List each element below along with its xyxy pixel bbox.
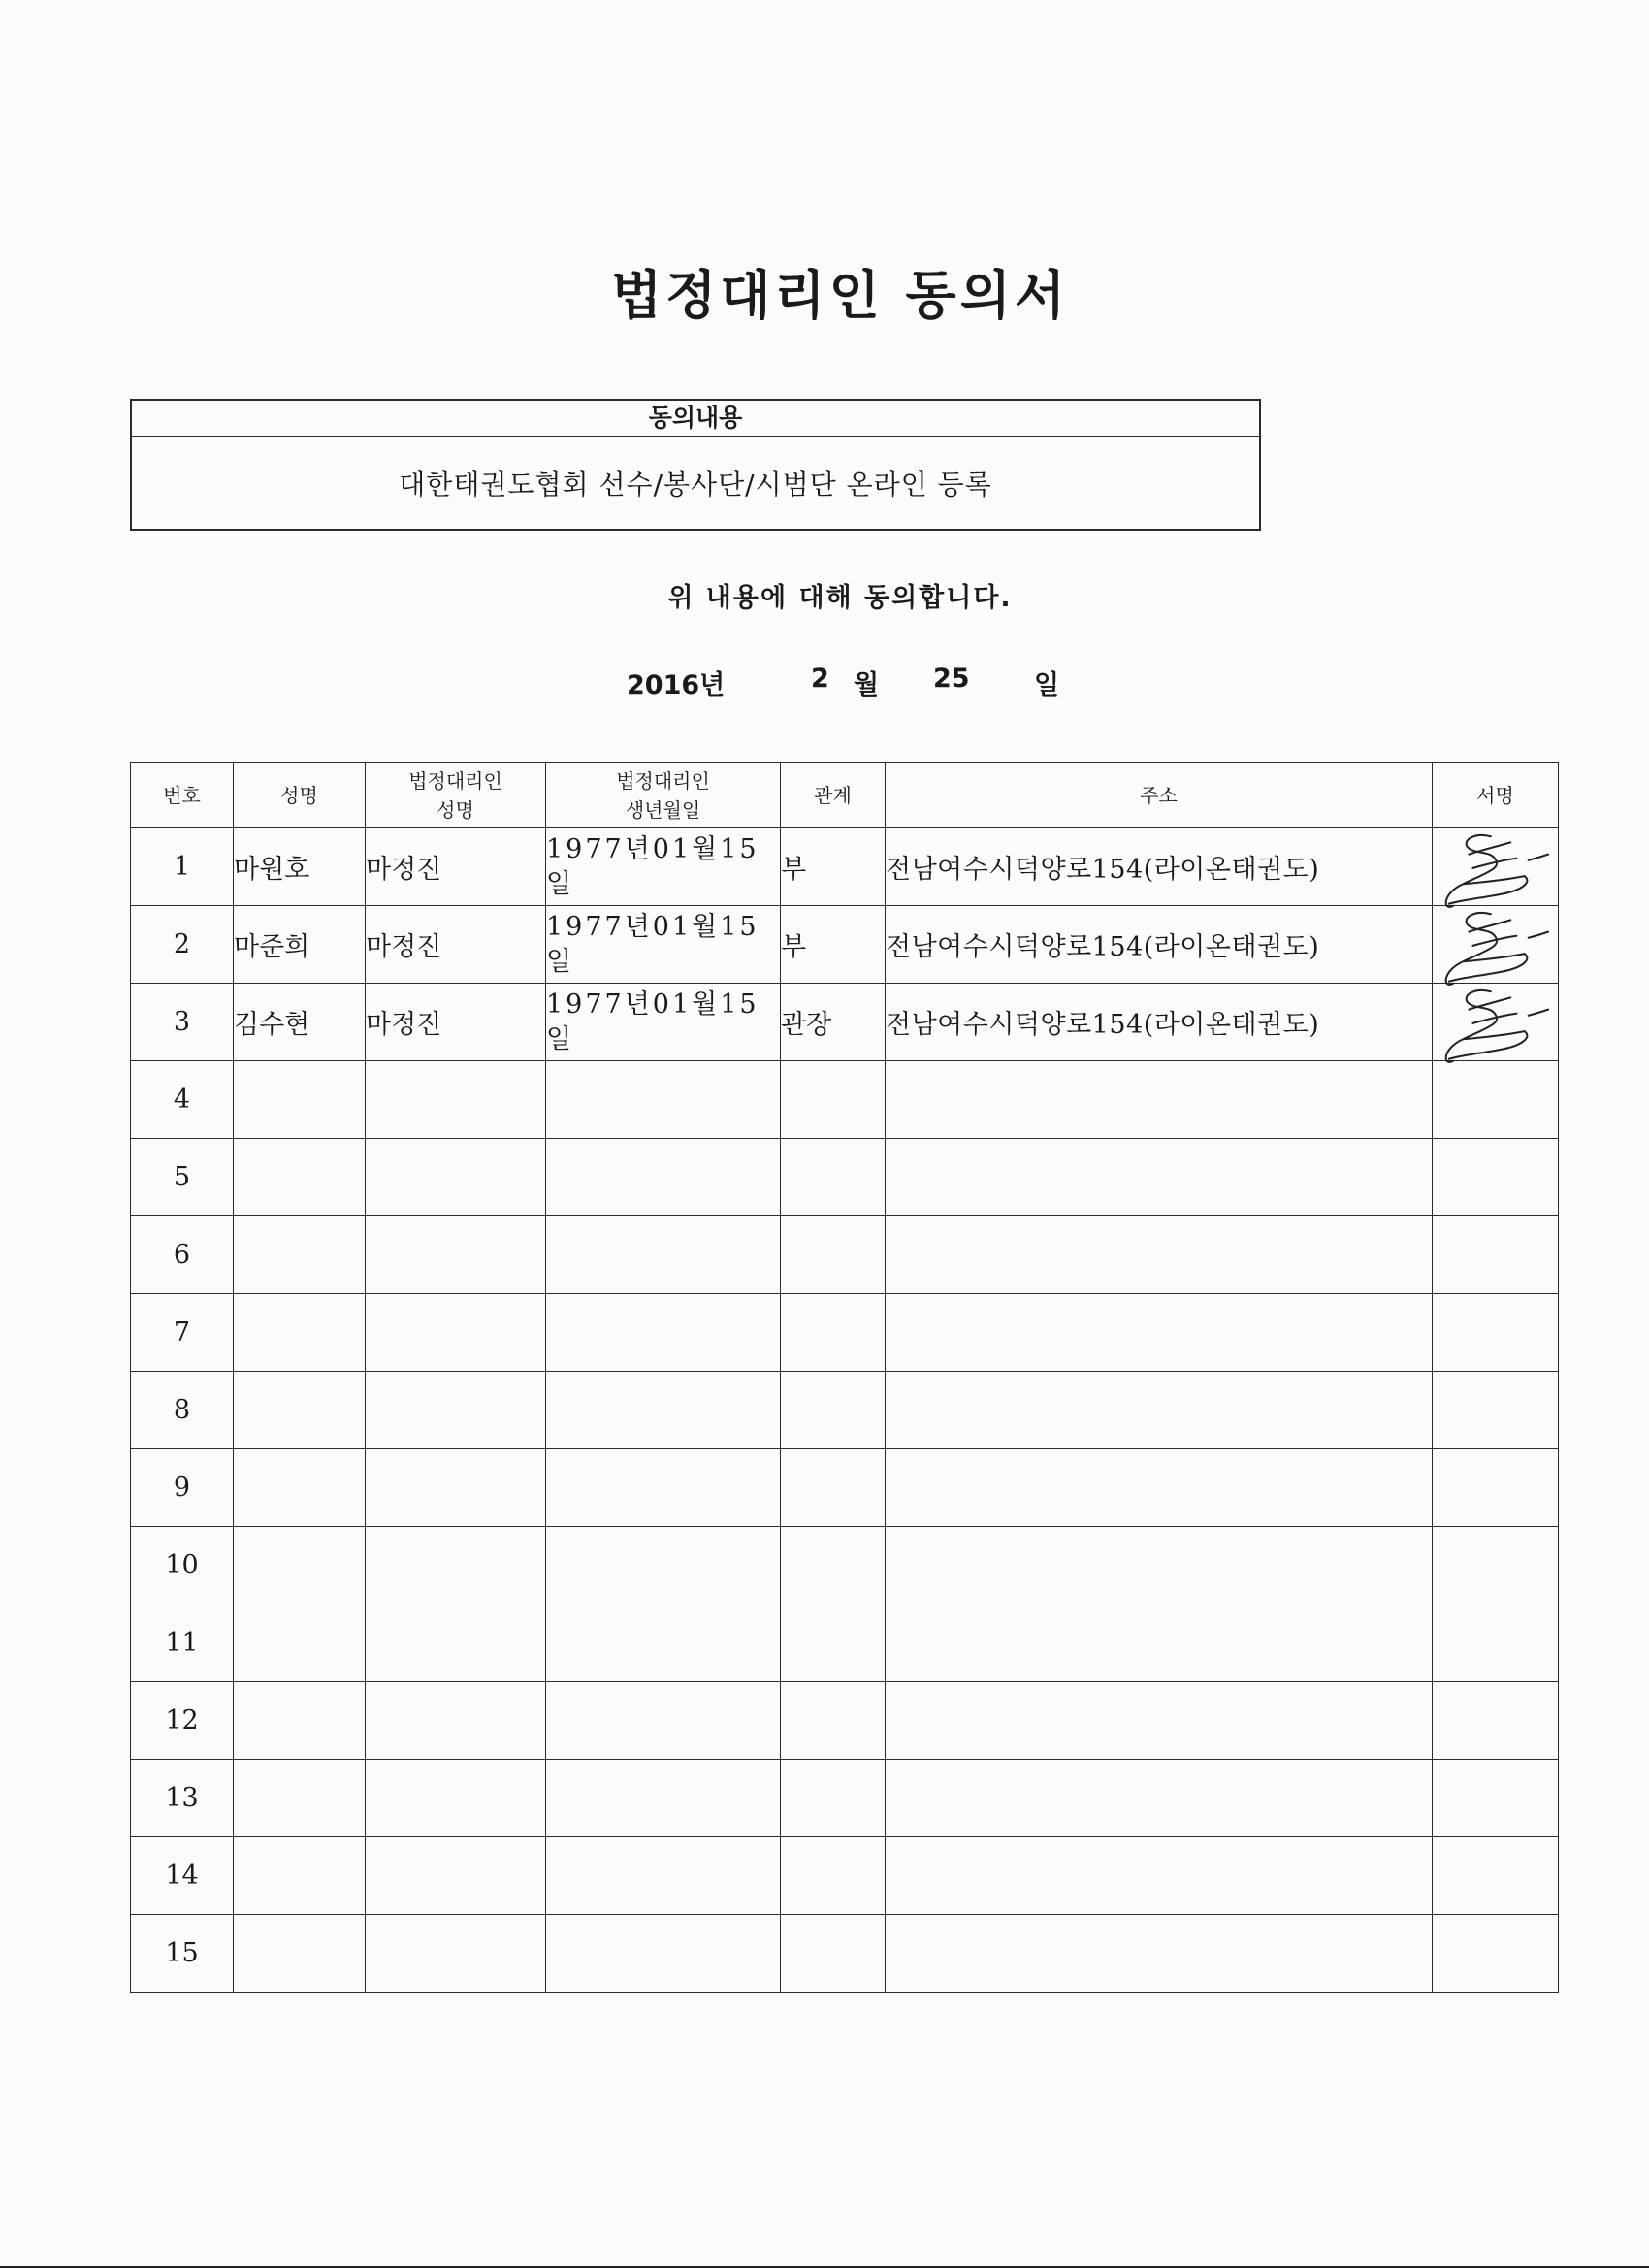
- table-row: [131, 1760, 1559, 1837]
- row-guardian-name: [366, 1682, 546, 1760]
- date-day: 25: [933, 664, 970, 694]
- row-address: 전남여수시덕양로154(라이온태권도): [886, 906, 1433, 984]
- table-row: [131, 984, 1559, 1061]
- row-signature: [1433, 1604, 1559, 1682]
- row-address: [886, 1837, 1433, 1915]
- row-address: [886, 1216, 1433, 1294]
- row-relation: [781, 1449, 886, 1527]
- row-address: [886, 1760, 1433, 1837]
- row-relation: [781, 1294, 886, 1372]
- row-signature: [1433, 1915, 1559, 1993]
- table-row: [131, 828, 1559, 906]
- row-signature: [1433, 1294, 1559, 1372]
- table-row: [131, 1449, 1559, 1527]
- row-guardian-name: [366, 1604, 546, 1682]
- row-number: 4: [131, 1061, 234, 1139]
- row-signature: [1433, 1682, 1559, 1760]
- row-signature: [1433, 1449, 1559, 1527]
- row-signature: [1433, 828, 1559, 906]
- row-signature: [1433, 1837, 1559, 1915]
- table-row: [131, 1527, 1559, 1604]
- row-relation: [781, 1216, 886, 1294]
- row-guardian-name: [366, 1061, 546, 1139]
- row-name: [234, 1760, 366, 1837]
- agreement-statement: 위 내용에 대해 동의합니다.: [667, 583, 1013, 613]
- row-address: [886, 1372, 1433, 1449]
- row-signature: [1433, 1372, 1559, 1449]
- row-guardian-birth: [546, 1372, 781, 1449]
- row-number: 13: [131, 1760, 234, 1837]
- row-guardian-birth: 1977년01월15일: [546, 828, 781, 906]
- table-row: [131, 1837, 1559, 1915]
- row-number: 14: [131, 1837, 234, 1915]
- row-signature: [1433, 1760, 1559, 1837]
- row-guardian-name: [366, 1760, 546, 1837]
- page-title: 법정대리인 동의서: [610, 265, 1070, 326]
- row-relation: [781, 1139, 886, 1216]
- header-address: 주소: [886, 763, 1433, 828]
- registration-table: [130, 762, 1559, 1993]
- row-guardian-birth: [546, 1837, 781, 1915]
- row-guardian-name: [366, 1915, 546, 1993]
- row-guardian-birth: [546, 1294, 781, 1372]
- row-guardian-birth: [546, 1604, 781, 1682]
- row-address: [886, 1139, 1433, 1216]
- row-name: 김수현: [234, 984, 366, 1061]
- table-row: [131, 1061, 1559, 1139]
- header-guardian-name: 법정대리인 성명: [366, 763, 546, 828]
- row-signature: [1433, 906, 1559, 984]
- row-guardian-birth: [546, 1139, 781, 1216]
- row-number: 15: [131, 1915, 234, 1993]
- row-guardian-birth: [546, 1682, 781, 1760]
- row-guardian-birth: [546, 1449, 781, 1527]
- row-number: 1: [131, 828, 234, 906]
- row-guardian-birth: 1977년01월15일: [546, 906, 781, 984]
- row-name: 마준희: [234, 906, 366, 984]
- header-signature: 서명: [1433, 763, 1559, 828]
- consent-body: 대한태권도협회 선수/봉사단/시범단 온라인 등록: [399, 469, 992, 501]
- table-row: [131, 1294, 1559, 1372]
- row-relation: [781, 1604, 886, 1682]
- consent-box: [130, 399, 1261, 531]
- row-address: [886, 1915, 1433, 1993]
- row-name: [234, 1294, 366, 1372]
- row-guardian-name: [366, 1139, 546, 1216]
- row-signature: [1433, 1139, 1559, 1216]
- row-name: [234, 1604, 366, 1682]
- row-relation: [781, 1915, 886, 1993]
- row-signature: [1433, 1527, 1559, 1604]
- row-guardian-name: [366, 1372, 546, 1449]
- row-number: 12: [131, 1682, 234, 1760]
- row-guardian-birth: [546, 1915, 781, 1993]
- row-address: 전남여수시덕양로154(라이온태권도): [886, 984, 1433, 1061]
- row-guardian-birth: [546, 1760, 781, 1837]
- header-relation: 관계: [781, 763, 886, 828]
- table-header-row: [131, 763, 1559, 828]
- row-relation: [781, 1682, 886, 1760]
- row-guardian-birth: 1977년01월15일: [546, 984, 781, 1061]
- row-number: 7: [131, 1294, 234, 1372]
- row-signature: [1433, 1216, 1559, 1294]
- row-address: [886, 1682, 1433, 1760]
- row-name: [234, 1915, 366, 1993]
- row-guardian-name: [366, 1527, 546, 1604]
- row-relation: 부: [781, 906, 886, 984]
- row-relation: 부: [781, 828, 886, 906]
- row-relation: [781, 1837, 886, 1915]
- header-guardian-birth: 법정대리인 생년월일: [546, 763, 781, 828]
- row-name: [234, 1682, 366, 1760]
- row-number: 3: [131, 984, 234, 1061]
- row-number: 9: [131, 1449, 234, 1527]
- date-day-unit: 일: [1034, 670, 1060, 700]
- row-signature: [1433, 1061, 1559, 1139]
- row-address: [886, 1061, 1433, 1139]
- row-number: 6: [131, 1216, 234, 1294]
- row-name: [234, 1837, 366, 1915]
- row-guardian-name: 마정진: [366, 906, 546, 984]
- table-row: [131, 1139, 1559, 1216]
- row-guardian-name: [366, 1837, 546, 1915]
- row-signature: [1433, 984, 1559, 1061]
- row-guardian-birth: [546, 1216, 781, 1294]
- row-name: [234, 1527, 366, 1604]
- row-name: [234, 1449, 366, 1527]
- row-address: 전남여수시덕양로154(라이온태권도): [886, 828, 1433, 906]
- table-row: [131, 906, 1559, 984]
- row-number: 11: [131, 1604, 234, 1682]
- row-address: [886, 1604, 1433, 1682]
- table-row: [131, 1372, 1559, 1449]
- row-number: 2: [131, 906, 234, 984]
- row-guardian-name: [366, 1449, 546, 1527]
- row-relation: 관장: [781, 984, 886, 1061]
- date-year: 2016년: [627, 670, 726, 700]
- date-month-unit: 월: [854, 670, 880, 700]
- table-row: [131, 1604, 1559, 1682]
- row-address: [886, 1527, 1433, 1604]
- row-address: [886, 1294, 1433, 1372]
- row-guardian-name: [366, 1216, 546, 1294]
- row-address: [886, 1449, 1433, 1527]
- consent-header: 동의내용: [132, 401, 1259, 437]
- table-row: [131, 1682, 1559, 1760]
- row-name: [234, 1216, 366, 1294]
- header-number: 번호: [131, 763, 234, 828]
- row-guardian-birth: [546, 1061, 781, 1139]
- row-guardian-name: 마정진: [366, 828, 546, 906]
- date-month: 2: [811, 664, 829, 694]
- table-row: [131, 1915, 1559, 1993]
- row-name: [234, 1372, 366, 1449]
- row-name: [234, 1139, 366, 1216]
- row-number: 5: [131, 1139, 234, 1216]
- row-relation: [781, 1372, 886, 1449]
- row-relation: [781, 1760, 886, 1837]
- row-name: 마원호: [234, 828, 366, 906]
- row-relation: [781, 1061, 886, 1139]
- row-number: 10: [131, 1527, 234, 1604]
- row-relation: [781, 1527, 886, 1604]
- table-row: [131, 1216, 1559, 1294]
- row-number: 8: [131, 1372, 234, 1449]
- header-name: 성명: [234, 763, 366, 828]
- row-guardian-name: [366, 1294, 546, 1372]
- row-name: [234, 1061, 366, 1139]
- row-guardian-name: 마정진: [366, 984, 546, 1061]
- row-guardian-birth: [546, 1527, 781, 1604]
